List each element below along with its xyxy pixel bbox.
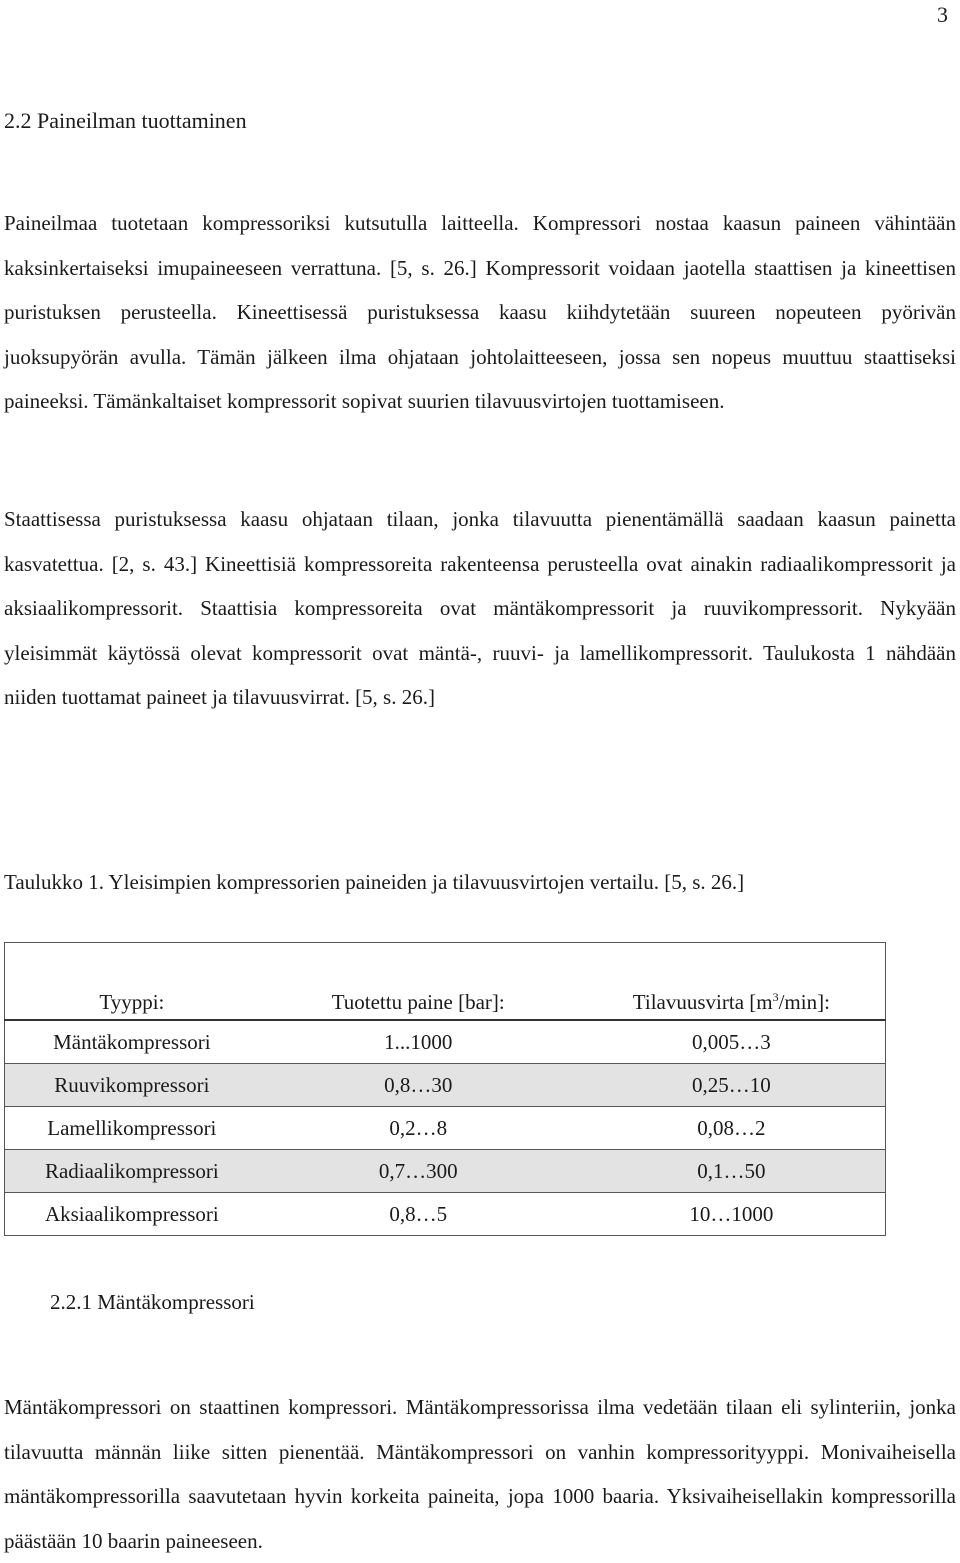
header-pressure: Tuotettu paine [bar]: <box>259 943 578 1021</box>
cell-flow: 0,08…2 <box>578 1107 886 1150</box>
cell-type: Lamellikompressori <box>5 1107 259 1150</box>
header-type: Tyyppi: <box>5 943 259 1021</box>
cell-pressure: 0,8…30 <box>259 1064 578 1107</box>
table-row <box>5 1107 886 1150</box>
cell-pressure: 0,7…300 <box>259 1150 578 1193</box>
paragraph-compressor-intro: Paineilmaa tuotetaan kompressoriksi kutsutulla laitteella. Kompressori nostaa kaasun paineen vähintään kaksinkertaiseksi imupaineeseen verrattuna. [5, s. 26.] Kompressorit voidaan jaotella staattisen ja kineettisen puristuksen perusteella. Kineettisessä puristuksessa kaasu kiihdytetään suureen nopeuteen pyörivän juoksupyörän avulla. Tämän jälkeen ilma ohjataan johtolaitteeseen, jossa sen nopeus muuttuu staattiseksi paineeksi. Tämänkaltaiset kompressorit sopivat suurien tilavuusvirtojen tuottamiseen. <box>4 211 956 413</box>
table-header-row <box>5 943 886 1021</box>
paragraph-static-compression: Staattisessa puristuksessa kaasu ohjataan tilaan, jonka tilavuutta pienentämällä saadaan kaasun painetta kasvatettua. [2, s. 43.] Kineettisiä kompressoreita rakenteensa perusteella ovat ainakin radiaalikompressorit ja aksiaalikompressorit. Staattisia kompressoreita ovat mäntäkompressorit ja ruuvikompressorit. Nykyään yleisimmät käytössä olevat kompressorit ovat mäntä-, ruuvi- ja lamellikompressorit. Taulukosta 1 nähdään niiden tuottamat paineet ja tilavuusvirrat. [5, s. 26.] <box>4 507 956 709</box>
cell-flow: 0,1…50 <box>578 1150 886 1193</box>
cell-type: Aksiaalikompressori <box>5 1193 259 1236</box>
table-row <box>5 1064 886 1107</box>
section-heading: 2.2 Paineilman tuottaminen <box>4 108 247 133</box>
table-row <box>5 1150 886 1193</box>
page-number: 3 <box>937 2 948 27</box>
table-row <box>5 1020 886 1064</box>
comparison-table-container <box>4 942 886 1236</box>
cell-flow: 10…1000 <box>578 1193 886 1236</box>
cell-type: Mäntäkompressori <box>5 1020 259 1064</box>
table-caption: Taulukko 1. Yleisimpien kompressorien paineiden ja tilavuusvirtojen vertailu. [5, s. 26.] <box>4 870 745 894</box>
cell-type: Ruuvikompressori <box>5 1064 259 1107</box>
table-row <box>5 1193 886 1236</box>
paragraph-piston-compressor: Mäntäkompressori on staattinen kompressori. Mäntäkompressorissa ilma vedetään tilaan eli sylinteriin, jonka tilavuutta männän liike sitten pienentää. Mäntäkompressori on vanhin kompressorityyppi. Monivaiheisella mäntäkompressorilla saavutetaan hyvin korkeita paineita, jopa 1000 baaria. Yksivaiheisellakin kompressorilla päästään 10 baarin paineeseen. <box>4 1395 956 1553</box>
subsection-heading: 2.2.1 Mäntäkompressori <box>50 1290 255 1314</box>
cell-type: Radiaalikompressori <box>5 1150 259 1193</box>
cell-flow: 0,005…3 <box>578 1020 886 1064</box>
cell-pressure: 1...1000 <box>259 1020 578 1064</box>
comparison-table <box>4 942 886 1236</box>
cell-pressure: 0,8…5 <box>259 1193 578 1236</box>
header-flow-prefix: Tilavuusvirta [m <box>632 990 773 1014</box>
cell-flow: 0,25…10 <box>578 1064 886 1107</box>
header-flow <box>578 943 886 1021</box>
header-flow-suffix: /min]: <box>778 990 830 1014</box>
header-flow-superscript: 3 <box>772 990 779 1004</box>
cell-pressure: 0,2…8 <box>259 1107 578 1150</box>
